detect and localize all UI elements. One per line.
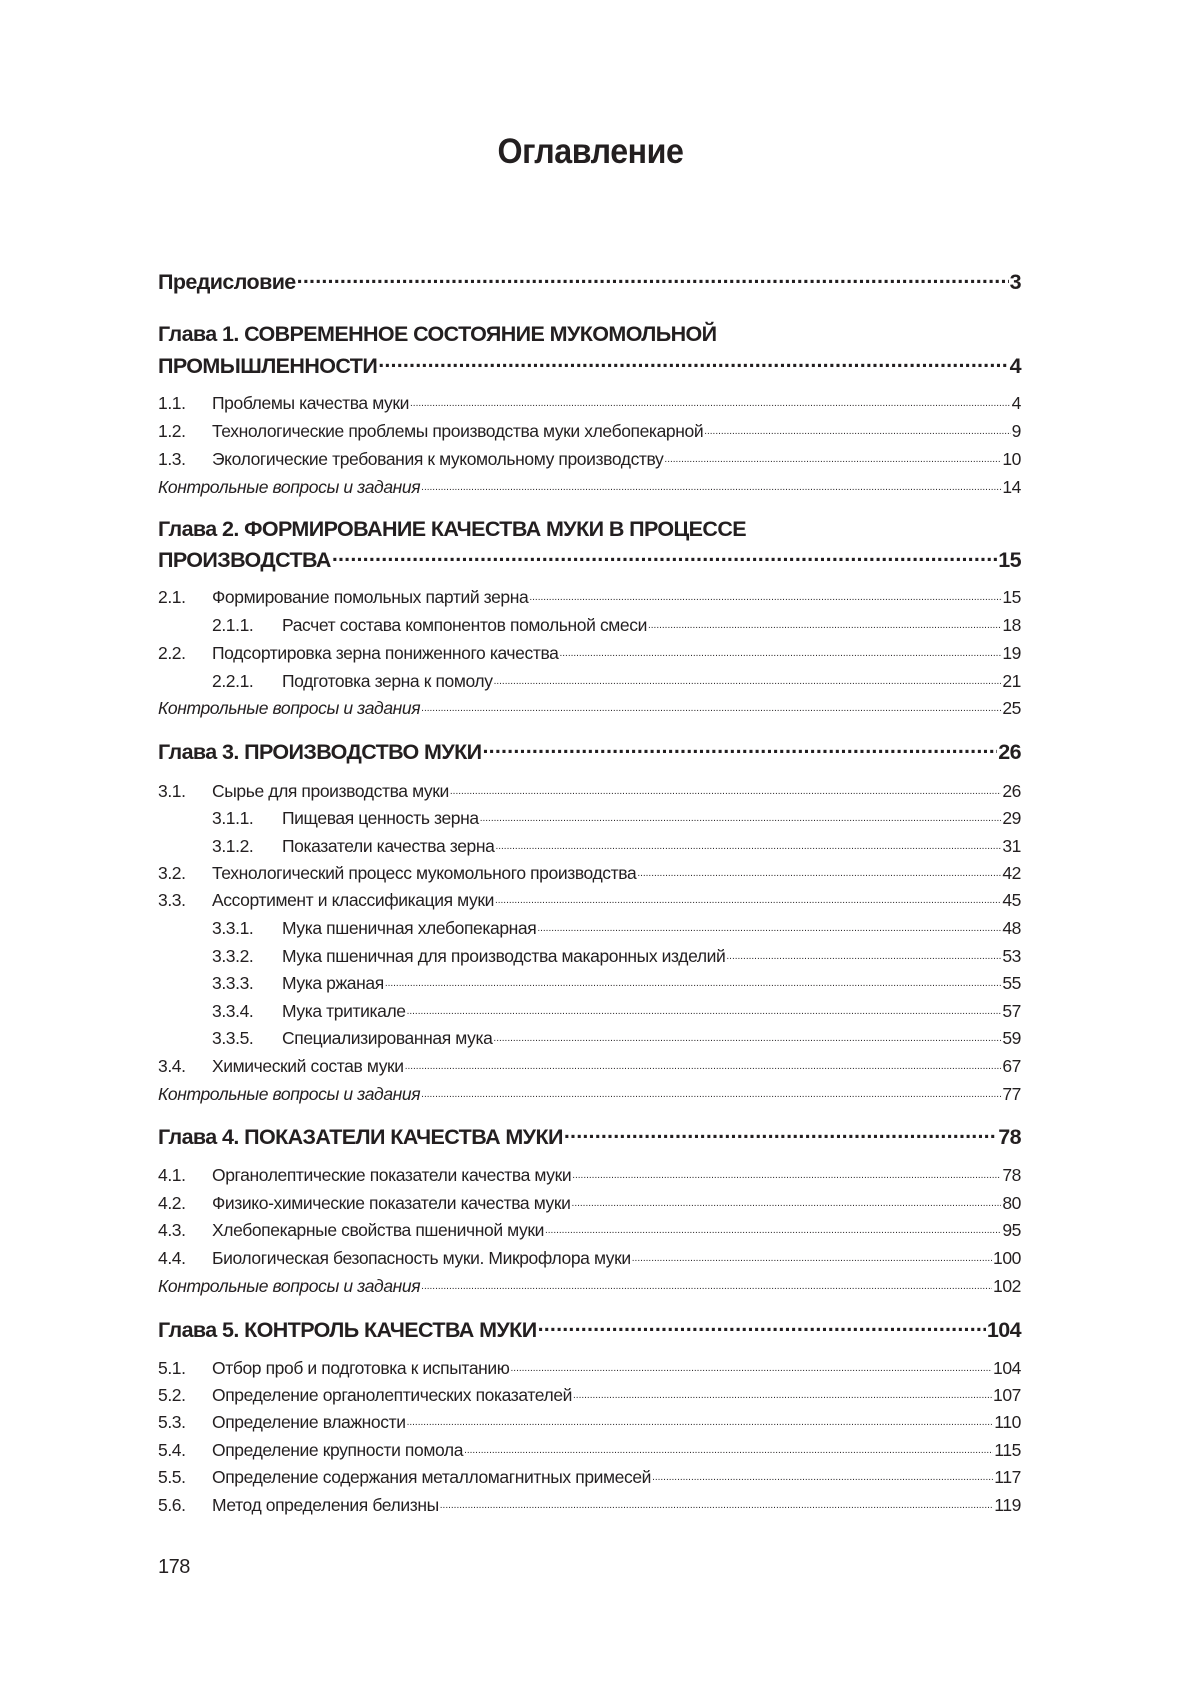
leader-dots [648,619,1001,631]
leader-dots [637,867,1001,879]
toc-page-number: 3 [1009,270,1021,294]
leader-dots [385,977,1002,989]
leader-dots [573,1389,992,1401]
toc-page-number: 31 [1002,836,1021,856]
toc-entry-text: Мука тритикале [282,1001,406,1021]
toc-entry[interactable] [158,1028,1021,1049]
leader-dots [494,675,1002,687]
leader-dots [332,549,997,567]
leader-dots [529,591,1001,603]
toc-entry[interactable] [158,1358,1021,1379]
toc-page-number: 55 [1002,973,1021,993]
page-title: Оглавление [497,132,684,171]
leader-dots [704,425,1010,437]
toc-entry-number: 3.3.5. [212,1028,254,1048]
toc-entry-text: Определение влажности [212,1412,406,1432]
toc-entry[interactable] [158,1165,1021,1186]
leader-dots [559,647,1001,659]
toc-entry[interactable] [158,1056,1021,1077]
toc-entry-number: 3.3.4. [212,1001,254,1021]
leader-dots [511,1362,992,1374]
toc-entry-text: Контрольные вопросы и задания [158,698,421,718]
toc-entry-number: 3.3. [158,890,186,910]
toc-entry-text: Биологическая безопасность муки. Микрофлора муки [212,1248,631,1268]
toc-entry-number: 5.2. [158,1385,186,1405]
leader-dots [545,1224,1001,1236]
toc-entry-text: Предисловие [158,270,296,294]
leader-dots [495,894,1001,906]
toc-entry-text: Отбор проб и подготовка к испытанию [212,1358,510,1378]
toc-page-number: 26 [998,740,1021,764]
toc-entry[interactable] [158,1248,1021,1269]
toc-page-number: 9 [1011,421,1021,441]
toc-chapter-1[interactable] [158,354,1021,379]
toc-page-number: 29 [1002,808,1021,828]
toc-entry[interactable] [158,587,1021,608]
toc-entry-number: 5.6. [158,1495,186,1515]
toc-entry[interactable] [158,671,1021,692]
toc-entry[interactable] [158,973,1021,994]
toc-page-number: 18 [1002,615,1021,635]
toc-entry-preface[interactable] [158,270,1021,295]
leader-dots [421,1280,992,1292]
toc-entry-number: 2.2. [158,643,186,663]
toc-page-number: 57 [1002,1001,1021,1021]
toc-entry[interactable] [158,1467,1021,1488]
leader-dots [493,1032,1001,1044]
leader-dots [564,1126,997,1144]
toc-page-number: 21 [1002,671,1021,691]
toc-entry-questions[interactable] [158,698,1021,719]
toc-entry-number: 1.3. [158,449,186,469]
toc-entry[interactable] [158,918,1021,939]
leader-dots [726,950,1001,962]
toc-page-number: 59 [1002,1028,1021,1048]
toc-entry-text: Специализированная мука [282,1028,493,1048]
toc-entry-number: 3.1. [158,781,186,801]
toc-entry-number: 3.1.2. [212,836,254,856]
toc-page-number: 95 [1002,1220,1021,1240]
toc-entry-text: Экологические требования к мукомольному производству [212,449,664,469]
toc-entry-text: Глава 4. ПОКАЗАТЕЛИ КАЧЕСТВА МУКИ [158,1125,563,1149]
toc-page-number: 19 [1002,643,1021,663]
toc-entry-number: 4.3. [158,1220,186,1240]
leader-dots [652,1471,993,1483]
toc-entry-text: Химический состав муки [212,1056,404,1076]
toc-entry-text: Формирование помольных партий зерна [212,587,529,607]
toc-page-number: 77 [1002,1084,1021,1104]
toc-page-number: 48 [1002,918,1021,938]
leader-dots [480,812,1002,824]
toc-entry[interactable] [158,421,1021,442]
leader-dots [378,355,1008,373]
toc-page-number: 67 [1002,1056,1021,1076]
toc-entry-number: 4.4. [158,1248,186,1268]
toc-entry-text: Технологические проблемы производства муки хлебопекарной [212,421,704,441]
toc-entry[interactable] [158,836,1021,857]
toc-chapter-2-title[interactable]: Глава 2. ФОРМИРОВАНИЕ КАЧЕСТВА МУКИ В ПРОЦЕССЕ [158,517,746,541]
toc-entry[interactable] [158,808,1021,829]
leader-dots [572,1169,1001,1181]
toc-entry-number: 3.3.3. [212,973,254,993]
toc-page-number: 102 [993,1276,1021,1296]
leader-dots [537,922,1001,934]
toc-entry[interactable] [158,946,1021,967]
leader-dots [450,785,1001,797]
toc-entry-number: 3.3.2. [212,946,254,966]
toc-entry[interactable] [158,393,1021,414]
toc-page-number: 115 [994,1440,1021,1460]
toc-entry-number: 3.3.1. [212,918,254,938]
toc-entry-number: 3.1.1. [212,808,254,828]
toc-entry-number: 1.2. [158,421,186,441]
toc-entry-number: 5.3. [158,1412,186,1432]
toc-entry-text: Сырье для производства муки [212,781,449,801]
toc-entry-text: Контрольные вопросы и задания [158,1084,421,1104]
leader-dots [664,453,1001,465]
toc-entry[interactable] [158,1001,1021,1022]
toc-entry[interactable] [158,643,1021,664]
toc-entry-text: Подготовка зерна к помолу [282,671,493,691]
toc-entry-questions[interactable] [158,1084,1021,1105]
toc-entry-text: Показатели качества зерна [282,836,495,856]
toc-entry[interactable] [158,1495,1021,1516]
toc-entry-text: Расчет состава компонентов помольной смеси [282,615,647,635]
toc-entry-text: Глава 3. ПРОИЗВОДСТВО МУКИ [158,740,482,764]
toc-page-number: 78 [998,1125,1021,1149]
toc-entry-text: Органолептические показатели качества муки [212,1165,572,1185]
leader-dots [464,1444,993,1456]
toc-entry-text: Физико-химические показатели качества муки [212,1193,571,1213]
toc-page-number: 100 [993,1248,1021,1268]
toc-entry[interactable] [158,449,1021,470]
leader-dots [297,271,1009,289]
leader-dots [405,1060,1002,1072]
toc-entry[interactable] [158,781,1021,802]
leader-dots [421,1088,1001,1100]
toc-chapter-1-title[interactable]: Глава 1. СОВРЕМЕННОЕ СОСТОЯНИЕ МУКОМОЛЬНОЙ [158,322,717,346]
toc-entry[interactable] [158,1193,1021,1214]
toc-entry-text: Определение крупности помола [212,1440,464,1460]
toc-entry[interactable] [158,863,1021,884]
toc-entry-text: Технологический процесс мукомольного производства [212,863,637,883]
toc-page-number: 10 [1002,449,1021,469]
toc-entry-number: 2.2.1. [212,671,254,691]
toc-page-number: 15 [1002,587,1021,607]
leader-dots [410,397,1011,409]
toc-page-number: 26 [1002,781,1021,801]
toc-page-number: 104 [986,1318,1021,1342]
toc-entry-number: 5.4. [158,1440,186,1460]
toc-entry-number: 4.2. [158,1193,186,1213]
toc-entry-questions[interactable] [158,1276,1021,1297]
toc-entry-number: 2.1.1. [212,615,254,635]
leader-dots [572,1197,1002,1209]
toc-page-number: 25 [1002,698,1021,718]
toc-entry-text: Глава 5. КОНТРОЛЬ КАЧЕСТВА МУКИ [158,1318,537,1342]
toc-page-number: 107 [993,1385,1021,1405]
toc-chapter-3[interactable] [158,740,1021,765]
toc-entry-text: Метод определения белизны [212,1495,439,1515]
toc-entry-number: 5.1. [158,1358,186,1378]
toc-entry-text: ПРОИЗВОДСТВА [158,548,331,572]
toc-entry-number: 3.2. [158,863,186,883]
toc-page-number: 4 [1011,393,1021,413]
leader-dots [421,481,1001,493]
toc-page-number: 15 [998,548,1021,572]
toc-entry-number: 2.1. [158,587,186,607]
leader-dots [421,702,1001,714]
toc-entry[interactable] [158,1440,1021,1461]
toc-entry-number: 3.4. [158,1056,186,1076]
toc-page-number: 4 [1009,354,1021,378]
leader-dots [440,1499,994,1511]
toc-entry-text: ПРОМЫШЛЕННОСТИ [158,354,378,378]
leader-dots [407,1005,1002,1017]
leader-dots [482,741,997,759]
toc-page-number: 110 [994,1412,1021,1432]
toc-entry-text: Мука пшеничная хлебопекарная [282,918,537,938]
toc-entry-number: 4.1. [158,1165,186,1185]
toc-entry-text: Определение органолептических показателей [212,1385,573,1405]
toc-page-number: 78 [1002,1165,1021,1185]
toc-page-number: 42 [1002,863,1021,883]
toc-entry-text: Ассортимент и классификация муки [212,890,494,910]
toc-entry-number: 1.1. [158,393,186,413]
toc-entry-text: Контрольные вопросы и задания [158,477,421,497]
toc-entry-text: Контрольные вопросы и задания [158,1276,421,1296]
toc-entry[interactable] [158,1220,1021,1241]
page-number: 178 [158,1556,190,1578]
toc-page-number: 117 [994,1467,1021,1487]
toc-entry[interactable] [158,1385,1021,1406]
toc-page-number: 53 [1002,946,1021,966]
toc-page-number: 14 [1002,477,1021,497]
toc-chapter-5[interactable] [158,1318,1021,1343]
toc-entry-text: Хлебопекарные свойства пшеничной муки [212,1220,544,1240]
toc-entry-text: Определение содержания металломагнитных примесей [212,1467,652,1487]
toc-entry[interactable] [158,1412,1021,1433]
toc-entry-number: 5.5. [158,1467,186,1487]
toc-page-number: 80 [1002,1193,1021,1213]
toc-chapter-4[interactable] [158,1125,1021,1150]
toc-chapter-2[interactable] [158,548,1021,573]
toc-page-number: 104 [993,1358,1021,1378]
toc-entry[interactable] [158,890,1021,911]
leader-dots [538,1319,986,1337]
toc-entry-text: Проблемы качества муки [212,393,410,413]
toc-entry-text: Мука ржаная [282,973,384,993]
toc-entry-questions[interactable] [158,477,1021,498]
toc-entry-text: Мука пшеничная для производства макаронных изделий [282,946,726,966]
toc-entry-text: Подсортировка зерна пониженного качества [212,643,559,663]
leader-dots [495,840,1001,852]
leader-dots [407,1416,994,1428]
toc-page-number: 45 [1002,890,1021,910]
leader-dots [632,1252,992,1264]
toc-entry-text: Пищевая ценность зерна [282,808,479,828]
toc-entry[interactable] [158,615,1021,636]
toc-page-number: 119 [994,1495,1021,1515]
